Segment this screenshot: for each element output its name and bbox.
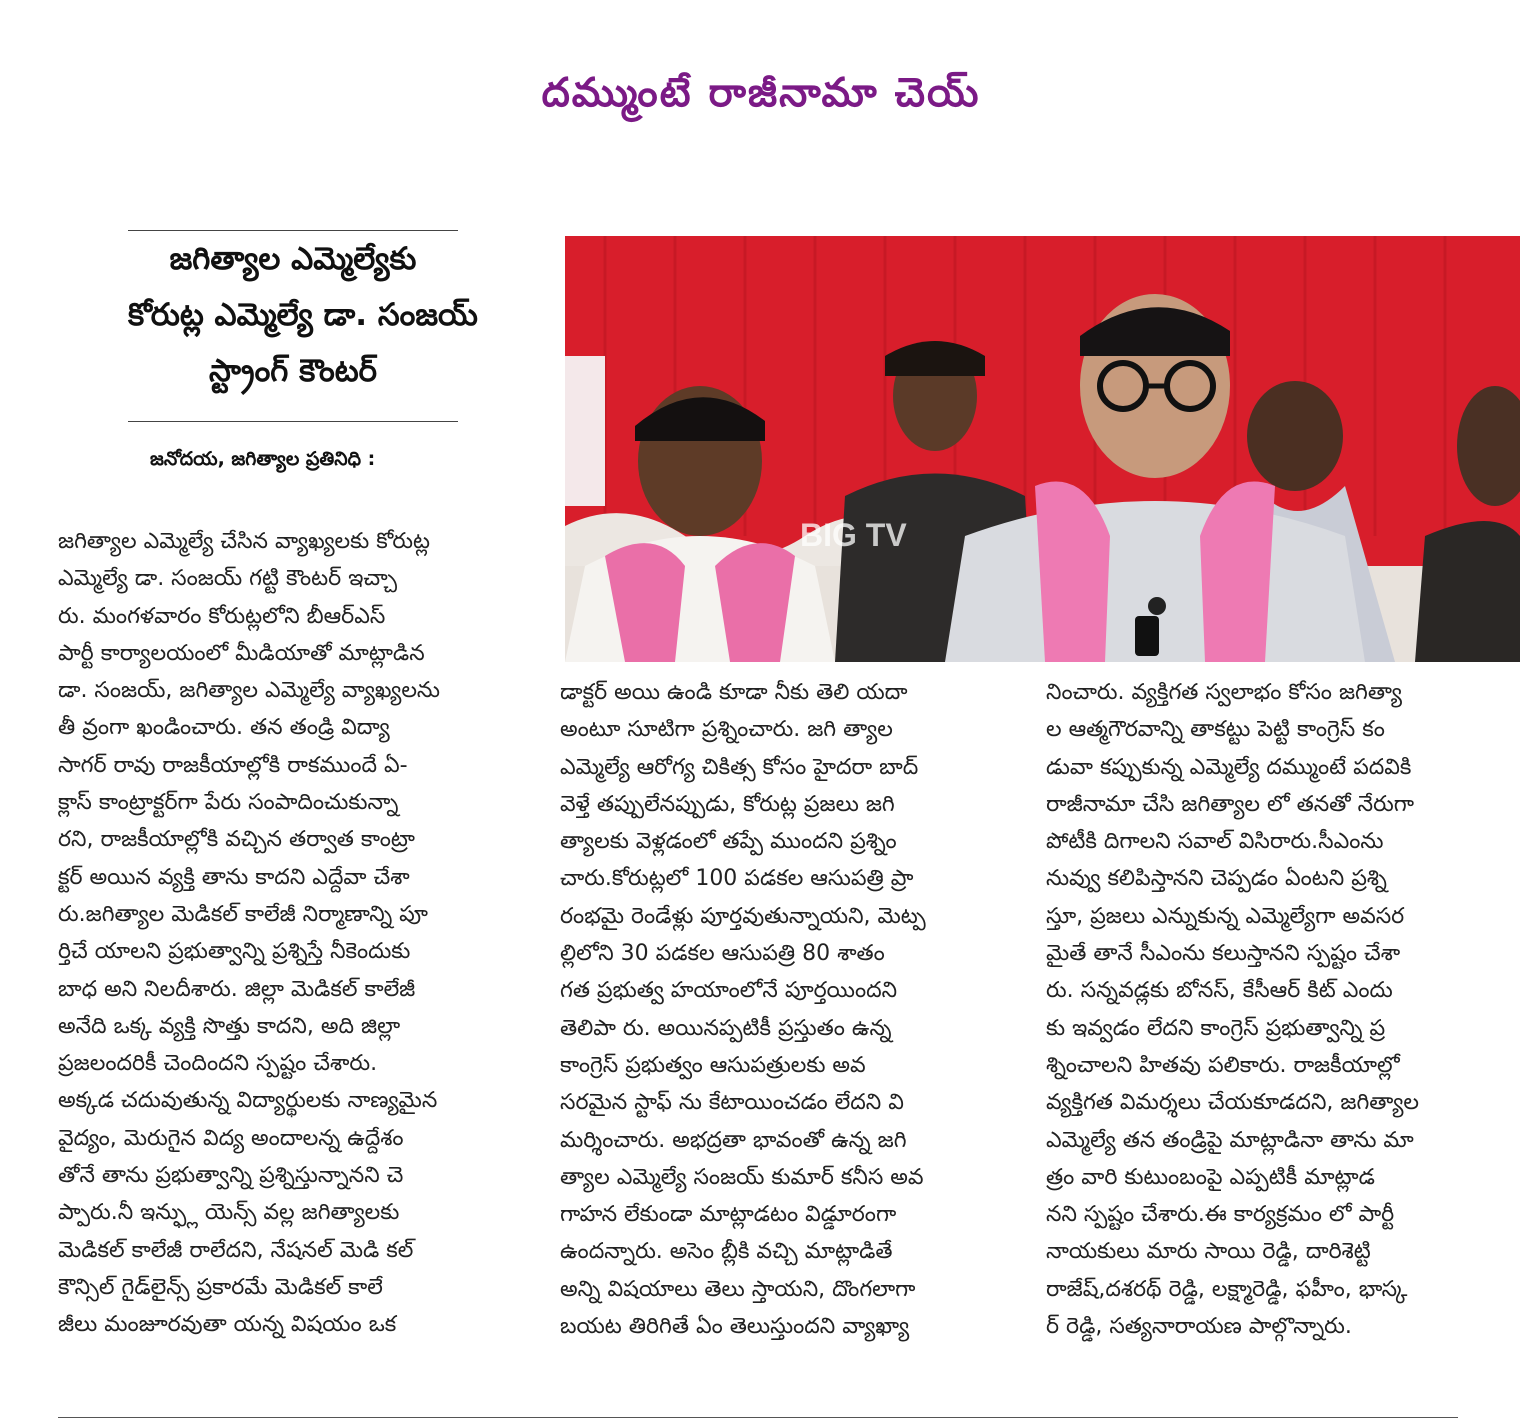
- article-column-1: [58, 523, 526, 1344]
- dateline: జనోదయ, జగిత్యాల ప్రతినిధి :: [150, 448, 376, 470]
- article-line: నువ్వు కలిపిస్తానని చెప్పడం ఏంటని ప్రశ్ని: [1046, 866, 1387, 892]
- article-line: పార్టీ కార్యాలయంలో మీడియాతో మాట్లాడిన: [58, 640, 425, 666]
- subheadline-line-2: కోరుట్ల ఎమ్మెల్యే డా. సంజయ్: [128, 297, 478, 333]
- article-line: గాహన లేకుండా మాట్లాడటం విడ్డూరంగా: [560, 1202, 897, 1228]
- news-photo: [565, 236, 1520, 662]
- subheadline-line-3: స్ట్రాంగ్ కౌంటర్: [208, 353, 378, 389]
- article-line: త్రం వారి కుటుంబంపై ఎప్పటికీ మాట్లాడ: [1046, 1164, 1375, 1190]
- headline: దమ్ముంటే రాజీనామా చెయ్: [541, 70, 981, 116]
- subheadline-line-1: జగిత్యాల ఎమ్మెల్యేకు: [169, 241, 417, 277]
- article-line: అంటూ సూటిగా ప్రశ్నించారు. జగి త్యాల: [560, 717, 893, 743]
- article-line: ఎమ్మెల్యే తన తండ్రిపై మాట్లాడినా తాను మా: [1046, 1127, 1414, 1153]
- article-line: క్లాస్ కాంట్రాక్టర్‌గా పేరు సంపాదించుకున్నా: [58, 790, 399, 816]
- article-line: ల ఆత్మగౌరవాన్ని తాకట్టు పెట్టి కాంగ్రెస్ కం: [1046, 717, 1385, 743]
- article-line: రని, రాజకీయాల్లోకి వచ్చిన తర్వాత కాంట్రా: [58, 827, 415, 853]
- article-line: ప్రజలందరికీ చెందిందని స్పష్టం చేశారు.: [58, 1051, 378, 1077]
- article-line: త్యాలకు వెళ్లడంలో తప్పే ముందని ప్రశ్నిం: [560, 829, 897, 855]
- article-line: శ్నించాలని హితవు పలికారు. రాజకీయాల్లో: [1046, 1052, 1400, 1078]
- article-line: జగిత్యాల ఎమ్మెల్యే చేసిన వ్యాఖ్యలకు కోరుట్ల: [58, 529, 431, 554]
- article-line: ఎమ్మెల్యే డా. సంజయ్ గట్టి కౌంటర్ ఇచ్చా: [58, 566, 398, 592]
- article-line: అనేది ఒక్క వ్యక్తి సొత్తు కాదని, అది జిల్లా: [58, 1013, 401, 1039]
- article-line: వెళ్తే తప్పులేనప్పుడు, కోరుట్ల ప్రజలు జగి: [560, 791, 895, 817]
- article-line: ప్పారు.నీ ఇన్ఫ్లు యెన్స్ వల్ల జగిత్యాలకు: [58, 1200, 400, 1226]
- article-line: స్తూ, ప్రజలు ఎన్నుకున్న ఎమ్మెల్యేగా అవసర: [1046, 903, 1405, 929]
- bottom-rule: [58, 1417, 1458, 1418]
- article-line: వైద్యం, మెరుగైన విద్య అందాలన్న ఉద్దేశం: [58, 1125, 404, 1151]
- article-line: ర్ రెడ్డి, సత్యనారాయణ పాల్గొన్నారు.: [1046, 1314, 1352, 1340]
- article-line: తీ వ్రంగా ఖండించారు. తన తండ్రి విద్యా: [58, 715, 390, 741]
- article-line: ఎమ్మెల్యే ఆరోగ్య చికిత్స కోసం హైదరా బాద్: [560, 754, 919, 780]
- article-line: కు ఇవ్వడం లేదని కాంగ్రెస్ ప్రభుత్వాన్ని ప్ర: [1046, 1015, 1386, 1041]
- subheadline-box: [128, 230, 478, 422]
- article-line: పోటీకి దిగాలని సవాల్ విసిరారు.సీఎంను: [1046, 829, 1384, 855]
- article-line: ల్లిలోని 30 పడకల ఆసుపత్రి 80 శాతం: [560, 941, 885, 967]
- article-line: త్యాల ఎమ్మెల్యే సంజయ్ కుమార్ కనీస అవ: [560, 1164, 924, 1190]
- photo-watermark: BIG TV: [800, 517, 907, 553]
- article-line: నని స్పష్టం చేశారు.ఈ కార్యక్రమం లో పార్టీ: [1046, 1202, 1395, 1228]
- article-line: మర్శించారు. అభద్రతా భావంతో ఉన్న జగి: [560, 1127, 907, 1153]
- article-line: మైతే తానే సీఎంను కలుస్తానని స్పష్టం చేశా: [1046, 941, 1401, 967]
- article-line: రాజేష్,దశరథ్ రెడ్డి, లక్ష్మారెడ్డి, ఫహీం, భాస్క: [1046, 1276, 1408, 1302]
- article-line: రంభమై రెండేళ్లు పూర్తవుతున్నాయని, మెట్ప: [560, 903, 926, 929]
- article-line: రు. సన్నవడ్లకు బోనస్, కేసీఆర్ కిట్ ఎందు: [1046, 978, 1393, 1004]
- article-line: అక్కడ చదువుతున్న విద్యార్థులకు నాణ్యమైన: [58, 1088, 438, 1114]
- article-line: అన్ని విషయాలు తెలు స్తాయని, దొంగలాగా: [560, 1276, 916, 1302]
- press-conference-photo: [565, 236, 1520, 662]
- article-line: కౌన్సిల్ గైడ్‌లైన్స్ ప్రకారమే మెడికల్ కాలే: [58, 1274, 383, 1300]
- article-line: గత ప్రభుత్వ హయాంలోనే పూర్తయిందని: [560, 978, 898, 1004]
- article-line: మెడికల్ కాలేజీ రాలేదని, నేషనల్ మెడి కల్: [58, 1237, 414, 1263]
- article-line: నాయకులు మారు సాయి రెడ్డి, దారిశెట్టి: [1046, 1239, 1371, 1265]
- article-column-2: [560, 674, 1020, 1345]
- article-line: తెలిపా రు. అయినప్పటికీ ప్రస్తుతం ఉన్న: [560, 1015, 892, 1041]
- article-line: ర్తిచే యాలని ప్రభుత్వాన్ని ప్రశ్నిస్తే నీకెందుకు: [58, 939, 411, 965]
- article-line: నించారు. వ్యక్తిగత స్వలాభం కోసం జగిత్యా: [1046, 680, 1402, 705]
- article-line: రు. మంగళవారం కోరుట్లలోని బీఆర్ఎస్: [58, 603, 386, 629]
- article-line: జీలు మంజూరవుతా యన్న విషయం ఒక: [58, 1312, 397, 1338]
- article-line: రు.జగిత్యాల మెడికల్ కాలేజీ నిర్మాణాన్ని పూ: [58, 901, 428, 927]
- article-line: క్టర్ అయిన వ్యక్తి తాను కాదని ఎద్దేవా చేశా: [58, 864, 410, 890]
- article-line: సరమైన స్టాఫ్ ను కేటాయించడం లేదని వి: [560, 1090, 904, 1116]
- article-line: బాధ అని నిలదీశారు. జిల్లా మెడికల్ కాలేజీ: [58, 976, 416, 1002]
- article-column-3: [1046, 674, 1511, 1345]
- article-line: వ్యక్తిగత విమర్శలు చేయకూడదని, జగిత్యాల: [1046, 1090, 1419, 1116]
- article-line: బయట తిరిగితే ఏం తెలుస్తుందని వ్యాఖ్యా: [560, 1314, 910, 1340]
- article-line: కాంగ్రెస్ ప్రభుత్వం ఆసుపత్రులకు అవ: [560, 1052, 866, 1078]
- article-line: డాక్టర్ అయి ఉండి కూడా నీకు తెలి యదా: [560, 680, 908, 705]
- article-line: డా. సంజయ్, జగిత్యాల ఎమ్మెల్యే వ్యాఖ్యలను: [58, 678, 440, 704]
- article-line: ఉందన్నారు. అసెం బ్లీకి వచ్చి మాట్లాడితే: [560, 1239, 893, 1265]
- article-line: తోనే తాను ప్రభుత్వాన్ని ప్రశ్నిస్తున్నానని చె: [58, 1163, 404, 1189]
- article-line: సాగర్ రావు రాజకీయాల్లోకి రాకముందే ఏ-: [58, 752, 408, 778]
- article-line: డువా కప్పుకున్న ఎమ్మెల్యే దమ్ముంటే పదవికి: [1046, 754, 1412, 780]
- article-line: రాజీనామా చేసి జగిత్యాల లో తనతో నేరుగా: [1046, 791, 1415, 817]
- article-line: చారు.కోరుట్లలో 100 పడకల ఆసుపత్రి ప్రా: [560, 866, 914, 892]
